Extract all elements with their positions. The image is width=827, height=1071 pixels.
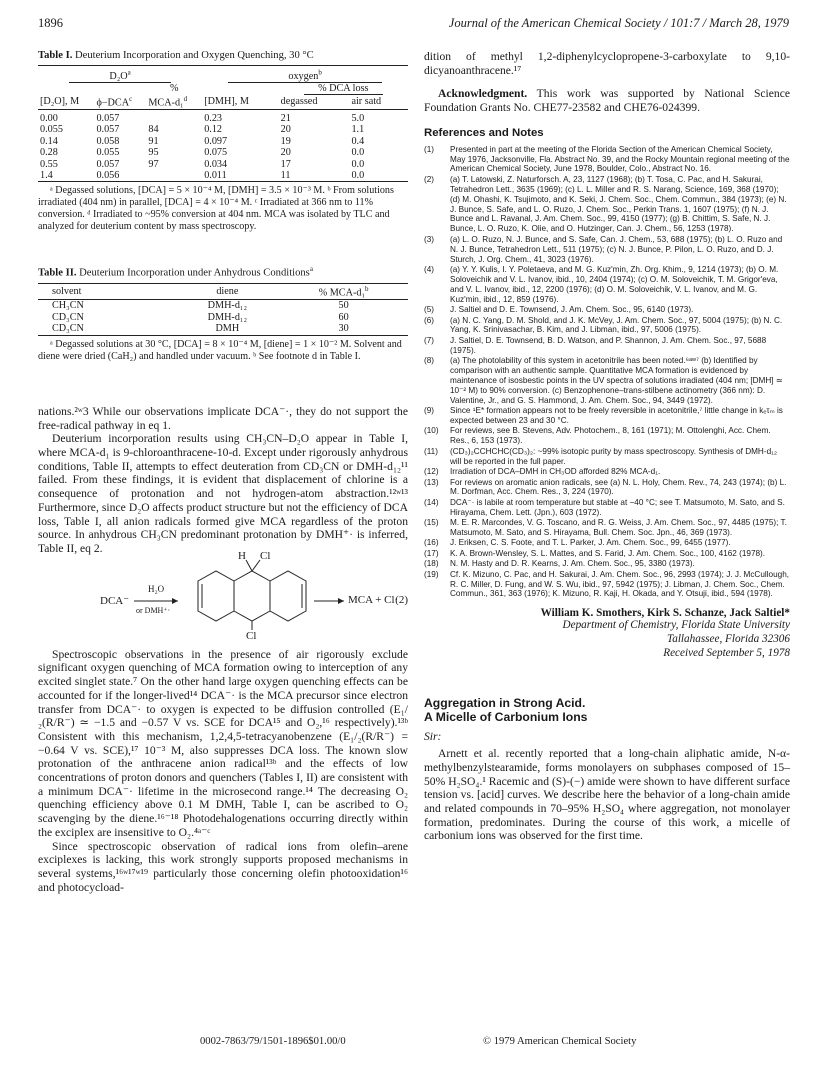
reference-text: K. A. Brown-Wensley, S. L. Mattes, and S. Farid, J. Am. Chem. Soc., 100, 4162 (1978). [450, 548, 766, 558]
table1-cell: 17 [280, 158, 291, 170]
reference-number: (7) [424, 335, 435, 345]
scheme-reagent-bottom: or DMH⁺· [136, 605, 171, 615]
table1-cell: 0.4 [351, 135, 365, 147]
table1-cell: 11 [280, 170, 291, 182]
reference-number: (18) [424, 559, 439, 569]
reference-number: (2) [424, 174, 435, 184]
right-column [424, 50, 790, 843]
table1-cell: 0.055 [96, 147, 120, 159]
table1-row [38, 159, 408, 170]
reference-text: (a) Y. Y. Kulis, I. Y. Poletaeva, and M. G. Kuz'min, Zh. Org. Khim., 9, 1214 (1973); (b) O. M. Soloveichik and V. L. Ivanov, ibid., 10, 2404 (1974); (c) O. M. Soloveichik, T. M. Grigor'eva, and V. L. Ivanov, ibid., 12, 2200 (1976); (d) O. M. Soloveichik, V. L. Ivanov, and M. G. Kuz'min, ibid., 12, 859 (1976). [450, 264, 779, 304]
table1-title: Table I. Deuterium Incorporation and Oxygen Quenching, 30 °C [38, 50, 314, 61]
reference-number: (12) [424, 467, 439, 477]
paragraph-nations: nations.²ʷ3 While our observations implicate DCA⁻·, they do not support the free-radical pathway in eq 1. [38, 404, 408, 432]
table2-cell: 50 [338, 300, 349, 312]
reference-item [424, 467, 790, 477]
table1-cell: 0.034 [204, 158, 228, 170]
reference-number: (17) [424, 548, 439, 558]
reference-item [424, 478, 790, 498]
reference-text: Presented in part at the meeting of the Florida Section of the American Chemical Society, May 1976, Jacksonville, Fla. Abstract No. 39, and the Rocky Mountain regional meeting of the American Chemical Society, June 1978, Boulder, Colo., Abstract No. 16. [450, 144, 790, 174]
reference-item [424, 549, 790, 559]
scheme-cl-bottom: Cl [246, 629, 257, 642]
table1-cell: 20 [280, 147, 291, 159]
table1-col-dmh: [DMH], M [204, 95, 249, 107]
reference-item [424, 336, 790, 356]
table1-cell: 0.057 [96, 113, 120, 124]
page-number: 1896 [38, 16, 63, 30]
reference-item [424, 175, 790, 234]
table1-cell: 84 [148, 124, 159, 136]
reference-item [424, 447, 790, 467]
reference-text: J. Eriksen, C. S. Foote, and T. L. Parker, J. Am. Chem. Soc., 99, 6455 (1977). [450, 538, 731, 548]
affiliation-city: Tallahassee, Florida 32306 [667, 632, 790, 645]
table1-cell: 0.097 [204, 135, 228, 147]
table1-group-d2o: $D_2O^a$ [38, 66, 202, 83]
reference-text: (a) N. C. Yang, D. M. Shold, and J. K. McVey, J. Am. Chem. Soc., 97, 5004 (1975); (b) N. C. Yang, K. Srinivasachar, B. Kim, and J. Libman, ibid., 97, 5006 (1975). [450, 315, 783, 335]
references-list [424, 145, 790, 600]
reference-text: N. M. Hasty and D. R. Kearns, J. Am. Chem. Soc., 95, 3380 (1973). [450, 559, 695, 569]
table2-cell: CH₃CN [52, 300, 84, 312]
reference-number: (1) [424, 144, 435, 154]
left-column [38, 50, 408, 894]
table1-col-airsatd: air satd [351, 95, 382, 107]
table1-col-degassed: degassed [280, 95, 318, 107]
reference-number: (9) [424, 406, 435, 416]
table1-cell: 0.057 [96, 124, 120, 136]
reference-item [424, 356, 790, 406]
table1-col-mca: MCA-d₁$^d$ [148, 95, 188, 109]
table2-row [38, 323, 408, 335]
table1-cell: 0.0 [351, 170, 365, 182]
table1-cell: 0.075 [204, 147, 228, 159]
paragraph-spectroscopic: Spectroscopic observations in the presence of air rigorously exclude significant oxygen quenching of MCA formation owing to interception of any excited singlet state.⁷ On the other hand large oxygen quenching effects can be accounted for if the longer-lived¹⁴ DCA⁻· is the MCA precursor since electron transfer from DCA⁻· to oxygen is expected to be diffusion controlled (E₁/₂(R/R⁻) ≃ −1.5 and −0.57 V vs. SCE for DCA¹⁵ and O₂,¹⁶ respectively).¹³ᵇ Consistent with this mechanism, 1,2,4,5-tetracyanobenzene (E₁/₂(R/R⁻) = −0.64 V vs. SCE),¹⁷ 10⁻³ M, also suppresses DCA loss. The known slow protonation of the anthracene anion radical¹³ᵇ and the effects of low concentrations of proton donors and quenchers (Tables I, II) are consistent with a minimum DCA⁻· lifetime in the microsecond range.¹⁴ The decreasing O₂ quenching efficiency above 0.1 M DMH, Table I, can be ascribed to O₂ scavenging by the diene.¹⁶⁻¹⁸ Photodehalogenations occurring directly within the exciplex are insensitive to O₂.⁴ᵃ⁻ᶜ [38, 647, 408, 839]
table1-cell: 0.00 [40, 113, 58, 124]
table2-cell: 60 [338, 311, 349, 323]
reference-item [424, 498, 790, 518]
table1-cell: 95 [148, 147, 159, 159]
reference-number: (16) [424, 538, 439, 548]
table1-col-d2o: [D₂O], M [40, 95, 80, 107]
reference-text: J. Saltiel, D. E. Townsend, B. D. Watson, and P. Shannon, J. Am. Chem. Soc., 97, 5688 (1975). [450, 335, 767, 355]
reference-item [424, 518, 790, 538]
reference-item [424, 265, 790, 305]
reference-number: (8) [424, 356, 435, 366]
scheme-reactant: DCA⁻ [100, 594, 130, 607]
table2-col-diene: diene [216, 285, 239, 297]
reference-item [424, 570, 790, 600]
table1-cell: 97 [148, 158, 159, 170]
reference-text: Irradiation of DCA–DMH in CH₃OD afforded 82% MCA-d₁. [450, 467, 661, 477]
table1-row [38, 147, 408, 158]
reference-item [424, 145, 790, 175]
table1-row [38, 170, 408, 182]
reference-text: DCA⁻· is labile at room temperature but stable at −40 °C; see T. Matsumoto, M. Sato, and S. Hirayama, Chem. Lett. (Jpn.), 603 (1972). [450, 497, 785, 517]
table1-cell: 0.056 [96, 170, 120, 182]
scheme-products: MCA + Cl· [348, 593, 399, 606]
reference-text: (a) The photolability of this system in acetonitrile has been noted.⁶ᵃʷ⁷ (b) Identified by comparison with an authentic sample. Quantitative MCA formation is evidenced by maintenance of isosbestic points in the UV spectra of solutions irradiated (404 nm; [DMH] ≃ 10⁻² M) to 90% conversion. (c) Benzophenone–trans-stilbene actinometry (366 nm): D. Valentine, Jr., and G. S. Hammond, J. Am. Chem. Soc., 94, 3449 (1972). [450, 356, 783, 405]
reference-number: (10) [424, 426, 439, 436]
table1-row [38, 136, 408, 147]
received-date: Received September 5, 1978 [663, 646, 790, 659]
table1-cell: 1.1 [351, 124, 365, 136]
table1-dca-loss-label: % DCA loss [279, 83, 408, 94]
table1-cell: 0.23 [204, 113, 223, 124]
scheme-h-label: H [238, 549, 246, 562]
reference-text: Cf. K. Mizuno, C. Pac, and H. Sakurai, J. Am. Chem. Soc., 96, 2993 (1974); J. J. McCullough, R. C. Miller, D. Fung, and W. S. Wu, ibid., 97, 5942 (1975); J. Libman, J. Chem. Soc., Chem. Commun., 361, 363 (1976); K. Mizuno, R. Kaji, H. Okada, and Y. Otsuji, ibid., 594 (1978). [450, 569, 790, 599]
table1-group-oxygen: oxygen$^b$ [202, 66, 408, 83]
table1-cell: 0.28 [40, 147, 58, 159]
reference-number: (14) [424, 497, 439, 507]
table1-cell: 0.055 [40, 124, 63, 136]
references-heading: References and Notes [424, 126, 544, 139]
reference-text: Since ¹E* formation appears not to be freely reversible in acetonitrile,⁷ little change in kₑτₘ is expected between 23 and 30 °C. [450, 406, 783, 426]
table1-cell: 0.057 [96, 158, 120, 170]
footer-copyright: © 1979 American Chemical Society [483, 1036, 637, 1047]
paragraph-deuterium: Deuterium incorporation results using CH₃CN–D₂O appear in Table I, where MCA-d₁ is 9-chloroanthracene-10-d. Except under rigorously anhydrous conditions, Table II, attempts to effect deuteration from CD₃CN or DMH-d₁₂¹¹ failed. From these findings, it is evident that displacement of chlorine is a consequence of protonation and not hydrogen-atom abstraction.¹²ʷ¹³ Furthermore, since D₂O affects product structure but not the efficiency of DCA loss, Table I, all anion radicals formed give MCA regardless of the proton source. In anhydrous CH₃CN predominant protonation by DMH⁺· is inferred, Table II, eq 2. [38, 432, 408, 555]
affiliation-dept: Department of Chemistry, Florida State University [562, 619, 790, 632]
table1-cell: 1.4 [40, 170, 53, 182]
table1-cell [146, 110, 202, 125]
reference-text: J. Saltiel and D. E. Townsend, J. Am. Chem. Soc., 95, 6140 (1973). [450, 305, 694, 315]
reference-text: (a) T. Latowski, Z. Naturforsch. A, 23, 1127 (1968); (b) T. Tosa, C. Pac, and H. Sakurai, Tetrahedron Lett., 3635 (1969); (c) L. L. Miller and R. S. Narang, Science, 169, 368 (1970); (d) M. Ohashi, K. Tsujimoto, and K. Seki, J. Chem. Soc., Chem. Commun., 384 (1973); (e) N. J. Bunce, S. Safe, and L. O. Ruzo, J. Chem. Soc., Perkin Trans. 1, 1607 (1975); (f) N. J. Bunce and L. Ravanal, J. Am. Chem. Soc., 99, 4150 (1977); (g) B. Chittim, S. Safe, N. J. Bunce, L. O. Ruzo, K. Olie, and O. Hutzinger, Can. J. Chem., 56, 1253 (1978). [450, 174, 787, 234]
footer-issn: 0002-7863/79/1501-1896$01.00/0 [200, 1036, 346, 1047]
reaction-scheme-eq2 [38, 549, 408, 648]
table2-title: Table II. Deuterium Incorporation under Anhydrous Conditions$^a$ [38, 265, 313, 279]
table1-cell: 0.011 [204, 170, 227, 182]
reference-text: M. E. R. Marcondes, V. G. Toscano, and R. G. Weiss, J. Am. Chem. Soc., 97, 4485 (1975); T. Matsumoto, M. Sato, and S. Hirayama, Bull. Chem. Soc. Jpn., 46, 369 (1973). [450, 518, 787, 538]
table1-cell: 19 [280, 135, 291, 147]
table2-cell: DMH-d₁₂ [207, 311, 248, 323]
reference-number: (15) [424, 518, 439, 528]
reference-item [424, 426, 790, 446]
reference-text: (a) L. O. Ruzo, N. J. Bunce, and S. Safe, Can. J. Chem., 53, 688 (1975); (b) L. O. Ruzo and N. J. Bunce, Tetrahedron Lett., 511 (1975); (c) N. J. Bunce, P. Pilon, L. O. Ruzo, and D. J. Sturch, J. Org. Chem., 41, 3023 (1976). [450, 234, 783, 264]
reference-number: (4) [424, 264, 435, 274]
scheme-cl-top: Cl [260, 549, 271, 562]
reference-text: For reviews, see B. Stevens, Adv. Photochem., 8, 161 (1971); M. Ottolenghi, Acc. Chem. Res., 6, 153 (1973). [450, 426, 771, 446]
reference-number: (13) [424, 477, 439, 487]
table2-row [38, 300, 408, 312]
paragraph-continuation: dition of methyl 1,2-diphenylcyclopropene-3-carboxylate to 9,10-dicyanoanthracene.¹⁷ [424, 50, 790, 77]
table2-cell: CD₃CN [52, 323, 84, 335]
table1-cell [146, 170, 202, 182]
table1-cell: 0.0 [351, 147, 365, 159]
table1-cell: 91 [148, 135, 159, 147]
table2-cell: DMH [215, 323, 240, 335]
acknowledgment: Acknowledgment. This work was supported by National Science Foundation Grants No. CHE77-23582 and CHE76-024399. [424, 87, 790, 114]
reference-number: (19) [424, 569, 439, 579]
reference-item [424, 538, 790, 548]
table1-pct-label: % [170, 82, 179, 94]
table2-col-mca: % MCA-d₁$^b$ [318, 285, 369, 299]
table2-cell: CD₃CN [52, 311, 84, 323]
table1-cell: 0.55 [40, 158, 58, 170]
table1-cell: 0.12 [204, 124, 223, 136]
reference-number: (11) [424, 446, 438, 456]
reference-item [424, 235, 790, 265]
table1-cell: 21 [280, 113, 291, 124]
reference-number: (6) [424, 315, 435, 325]
table1-cell: 0.0 [351, 158, 365, 170]
table1-footnote: ᵃ Degassed solutions, [DCA] = 5 × 10⁻⁴ M, [DMH] = 3.5 × 10⁻³ M. ᵇ From solutions irradiated (404 nm) in parallel, [DCA] = 4 × 10⁻⁴ M. ᶜ Irradiated at 366 nm to 11% conversion. ᵈ Irradiated to ~95% conversion at 404 nm. MCA was isolated by TLC and analyzed for deuterium content by mass spectroscopy. [38, 185, 394, 233]
running-header [38, 16, 789, 34]
reference-item [424, 406, 790, 426]
table1-col-phi: $\phi-DCA^c$ [96, 95, 133, 109]
reference-item [424, 305, 790, 315]
scheme-reagent-top: H₂O [148, 583, 165, 594]
reference-item [424, 559, 790, 569]
table2 [38, 283, 408, 336]
article2-paragraph: Arnett et al. recently reported that a long-chain aliphatic amide, N-α-methylbenzylstearamide, forms monolayers on subphases composed of 15–50% H₂SO₄.¹ Racemic and (S)-(−) amide were shown to have different surface tension vs. [acid] curves. We describe here the behavior of a long-chain amide and related compounds in 70–95% H₂SO₄ where aggregation, not monolayer formation, predominates. During the course of this work, a micelle of carbonium ions was observed for the first time. [424, 747, 790, 843]
journal-citation: Journal of the American Chemical Society / 101:7 / March 28, 1979 [448, 16, 789, 30]
scheme-eq-number: (2) [395, 593, 408, 606]
table2-cell: DMH-d₁₂ [207, 300, 248, 312]
authors: William K. Smothers, Kirk S. Schanze, Jack Saltiel* [540, 607, 790, 620]
table1-cell: 20 [280, 124, 291, 136]
table1-row [38, 110, 408, 125]
paragraph-since: Since spectroscopic observation of radical ions from olefin–arene exciplexes is lacking, this work strongly supports proposed mechanisms in several systems,¹⁶ʷ¹⁷ʷ¹⁹ particularly those concerning olefin photooxidation¹⁶ and photocycload- [38, 839, 408, 894]
table1-cell: 5.0 [351, 113, 365, 124]
reference-text: (CD₃)₂CCHCHC(CD₃)₂: ~99% isotopic purity by mass spectroscopy. Synthesis of DMH-d₁₂ will be reported in the full paper. [450, 446, 778, 466]
salutation: Sir: [424, 730, 442, 744]
table1-cell: 0.058 [96, 135, 120, 147]
table2-col-solvent: solvent [52, 285, 82, 297]
reference-number: (5) [424, 305, 435, 315]
reference-text: For reviews on aromatic anion radicals, see (a) N. L. Holy, Chem. Rev., 74, 243 (1974); (b) L. M. Dorfman, Acc. Chem. Res., 3, 224 (1970). [450, 477, 787, 497]
table2-cell: 30 [338, 323, 349, 335]
table2-row [38, 312, 408, 324]
table2-footnote: ᵃ Degassed solutions at 30 °C, [DCA] = 8 × 10⁻⁴ M, [diene] = 1 × 10⁻² M. Solvent and diene were dried (CaH₂) and handled under vacuum. ᵇ See footnote d in Table I. [38, 338, 402, 362]
reference-item [424, 316, 790, 336]
table1-row [38, 124, 408, 135]
reference-number: (3) [424, 234, 435, 244]
table1-cell: 0.14 [40, 135, 58, 147]
article2-title: Aggregation in Strong Acid. A Micelle of Carbonium Ions [424, 696, 588, 725]
table1 [38, 65, 408, 182]
